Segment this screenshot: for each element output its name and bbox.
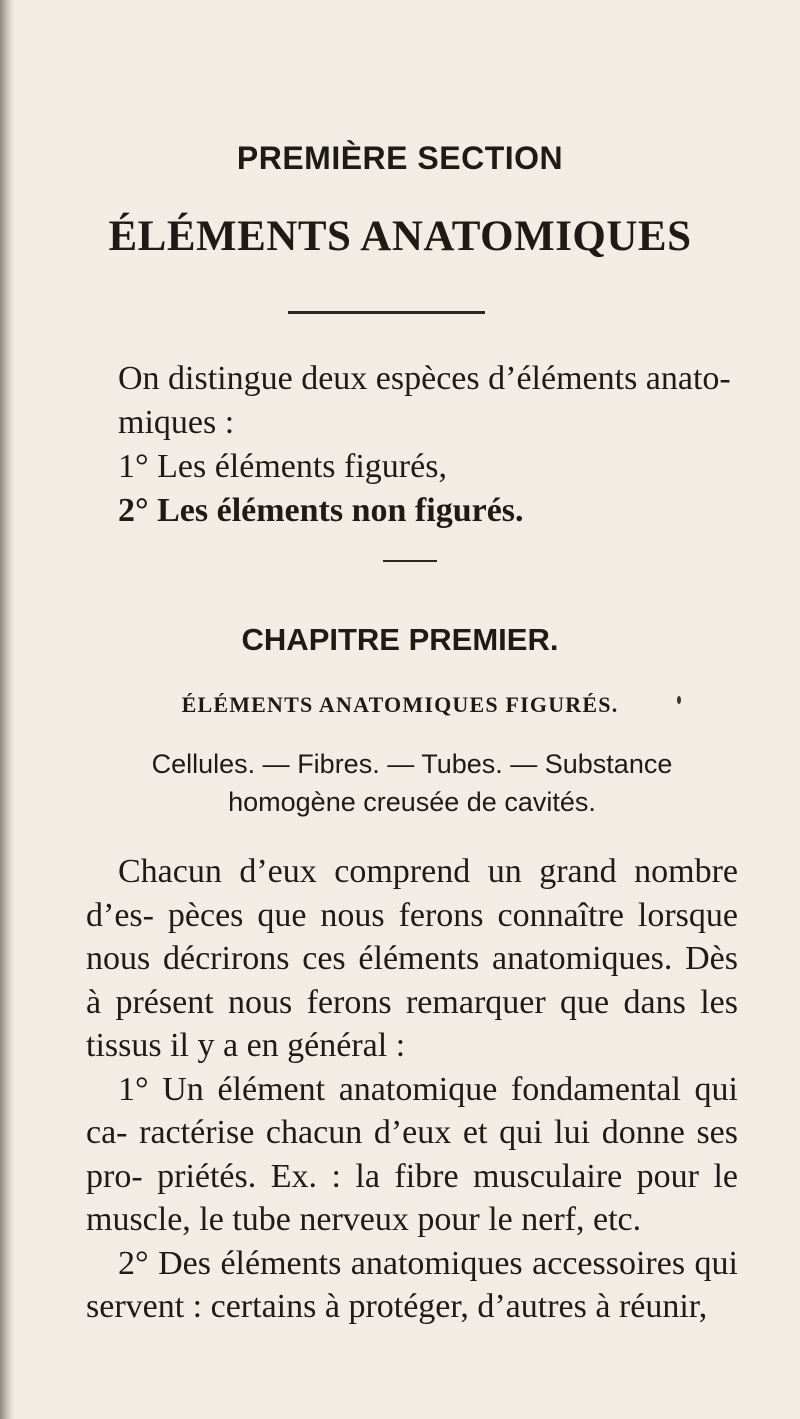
section-divider xyxy=(383,560,437,562)
body-paragraph-1: Chacun d’eux comprend un grand nombre d’es- pèces que nous ferons connaître lorsque nous décrirons ces éléments anatomiques. Dès à présent nous ferons remarquer que dans les tissus il y a en général : xyxy=(86,853,738,1064)
chapter-subtitle: ÉLÉMENTS ANATOMIQUES FIGURÉS. xyxy=(181,692,619,717)
ink-speck xyxy=(677,696,681,704)
chapter-summary: Cellules. — Fibres. — Tubes. — Substance homogène creusée de cavités. xyxy=(151,749,673,817)
body-text xyxy=(86,850,738,1329)
title-divider xyxy=(288,311,485,314)
intro-item-2: 2° Les éléments non figurés. xyxy=(118,492,524,529)
page-title: ÉLÉMENTS ANATOMIQUES xyxy=(108,213,692,260)
intro-item-1: 1° Les éléments figurés, xyxy=(118,448,447,485)
body-item-2: 2° Des éléments anatomiques accessoires qui servent : certains à protéger, d’autres à réunir, xyxy=(86,1244,738,1325)
section-heading: PREMIÈRE SECTION xyxy=(236,140,564,176)
chapter-title: CHAPITRE PREMIER. xyxy=(241,622,559,657)
body-item-1: 1° Un élément anatomique fondamental qui ca- ractérise chacun d’eux et qui lui donne ses pro- priétés. Ex. : la fibre musculaire pour le muscle, le tube nerveux pour le nerf, etc. xyxy=(86,1070,738,1238)
intro-paragraph xyxy=(86,357,738,533)
intro-text: On distingue deux espèces d’éléments anato- miques : xyxy=(118,360,731,441)
